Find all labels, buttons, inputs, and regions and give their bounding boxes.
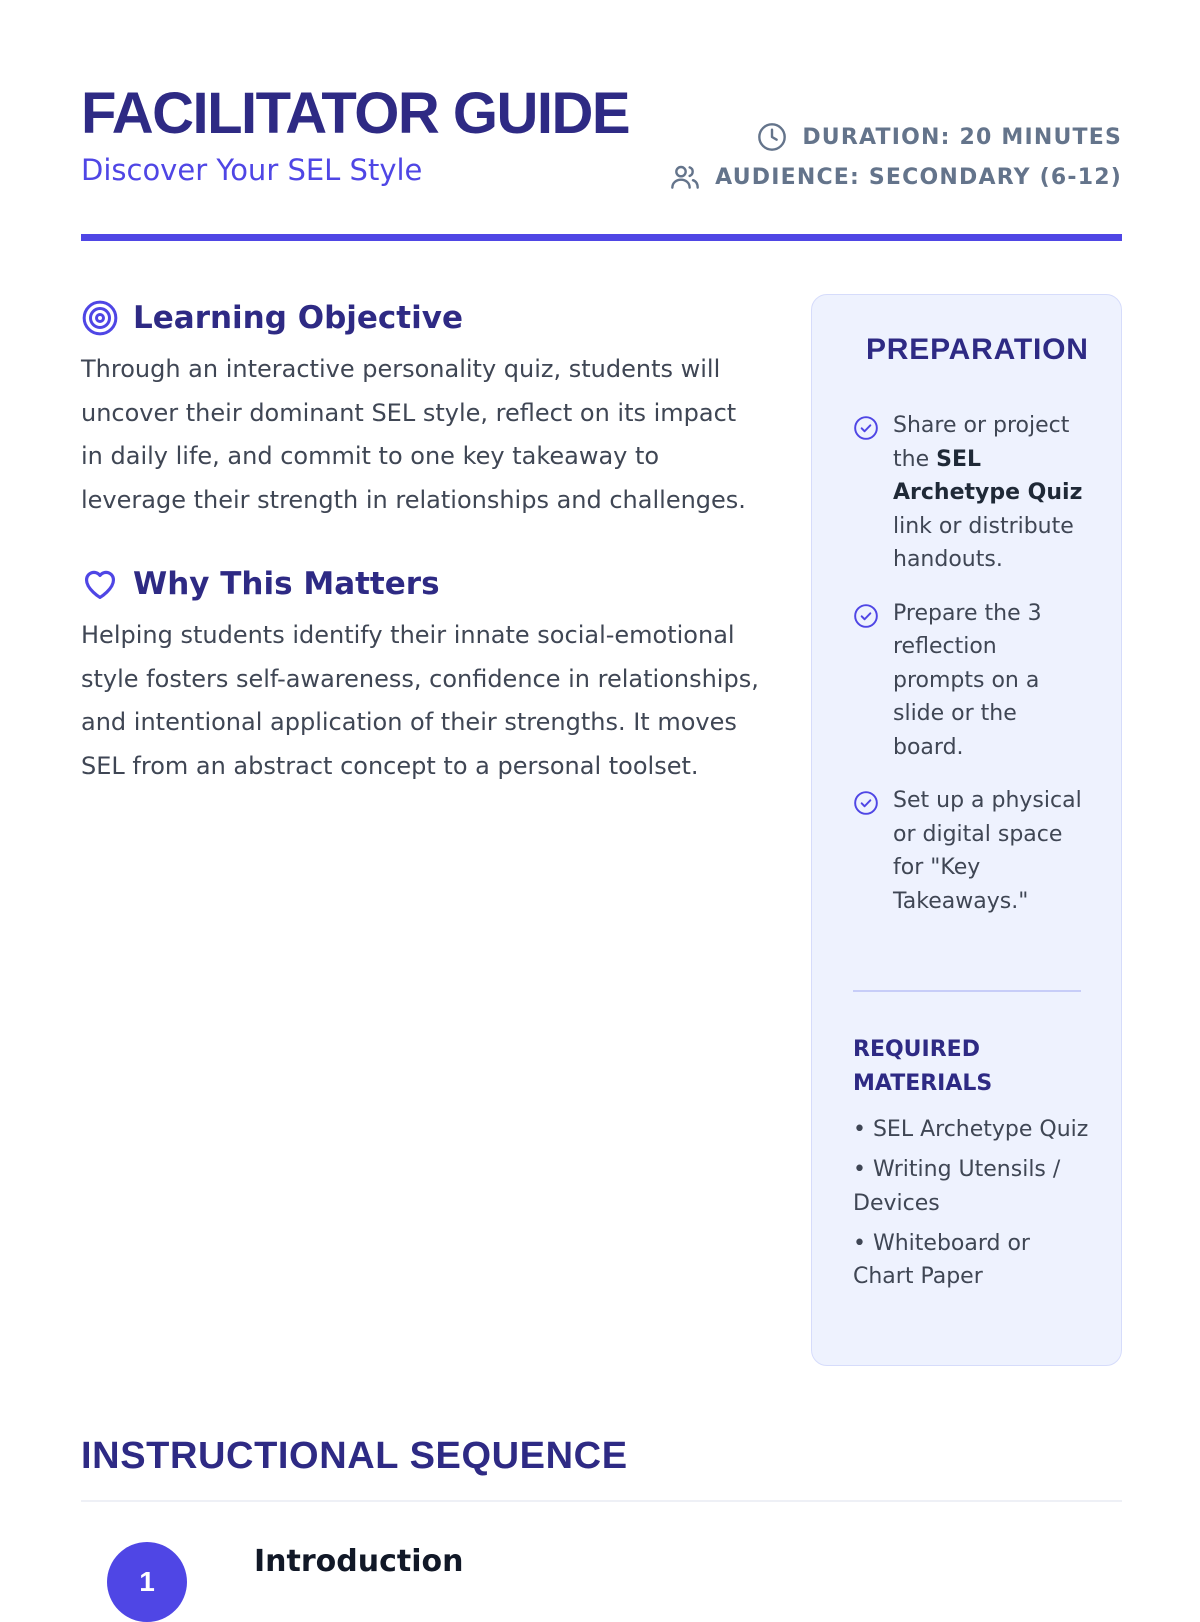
- material-item: • Whiteboard or Chart Paper: [853, 1230, 1030, 1289]
- main-column: [81, 290, 761, 788]
- audience-text: AUDIENCE: SECONDARY (6-12): [715, 164, 1122, 190]
- facilitator-guide-page: [81, 0, 1122, 1600]
- required-materials-title: REQUIRED MATERIALS: [853, 1037, 993, 1096]
- preparation-panel: [811, 294, 1122, 1366]
- preparation-list: [853, 409, 1093, 938]
- page-title: FACILITATOR GUIDE: [81, 81, 630, 146]
- material-item: • SEL Archetype Quiz: [853, 1117, 1089, 1142]
- check-circle-icon: [853, 415, 879, 441]
- target-icon: [81, 299, 119, 337]
- check-circle-icon: [853, 603, 879, 629]
- check-circle-icon: [853, 790, 879, 816]
- learning-objective-header: [81, 290, 761, 346]
- step-title: Introduction: [254, 1544, 464, 1579]
- page-subtitle: Discover Your SEL Style: [81, 153, 423, 187]
- heart-icon: [81, 565, 119, 603]
- users-icon: [669, 161, 701, 193]
- why-matters-heading: Why This Matters: [133, 566, 440, 602]
- duration-row: [669, 117, 1122, 157]
- audience-row: [669, 157, 1122, 197]
- material-item: • Writing Utensils / Devices: [853, 1157, 1061, 1216]
- sequence-divider: [81, 1500, 1122, 1502]
- preparation-item: [853, 409, 1093, 577]
- instructional-sequence-title: INSTRUCTIONAL SEQUENCE: [81, 1435, 628, 1477]
- preparation-title: PREPARATION: [866, 333, 1089, 366]
- panel-divider: [853, 990, 1081, 992]
- learning-objective-section: [81, 290, 761, 522]
- header-divider: [81, 234, 1122, 241]
- learning-objective-body: Through an interactive personality quiz, students will uncover their dominant SEL style, reflect on its impact in daily life, and commit to one key takeaway to leverage their strength in relationships and challenges.: [81, 355, 746, 514]
- preparation-item-text-tail: link or distribute handouts.: [893, 513, 1074, 572]
- step-number-badge: 1: [107, 1542, 187, 1622]
- session-meta: [669, 117, 1122, 197]
- duration-text: DURATION: 20 MINUTES: [802, 124, 1122, 150]
- learning-objective-heading: Learning Objective: [133, 300, 463, 336]
- preparation-item-text: Share or project the: [893, 413, 1070, 472]
- preparation-item-text: Set up a physical or digital space for "Key Takeaways.": [893, 788, 1082, 914]
- why-matters-header: [81, 556, 761, 612]
- clock-icon: [756, 121, 788, 153]
- preparation-item: [853, 784, 1093, 918]
- why-matters-section: [81, 556, 761, 788]
- preparation-item-text: Prepare the 3 reflection prompts on a slide or the board.: [893, 600, 1042, 760]
- preparation-item: [853, 597, 1093, 765]
- why-matters-body: Helping students identify their innate social-emotional style fosters self-awareness, confidence in relationships, and intentional application of their strengths. It moves SEL from an abstract concept to a personal toolset.: [81, 621, 759, 780]
- quiz-name: SEL Archetype Quiz: [893, 446, 1083, 505]
- materials-list: [853, 1113, 1093, 1300]
